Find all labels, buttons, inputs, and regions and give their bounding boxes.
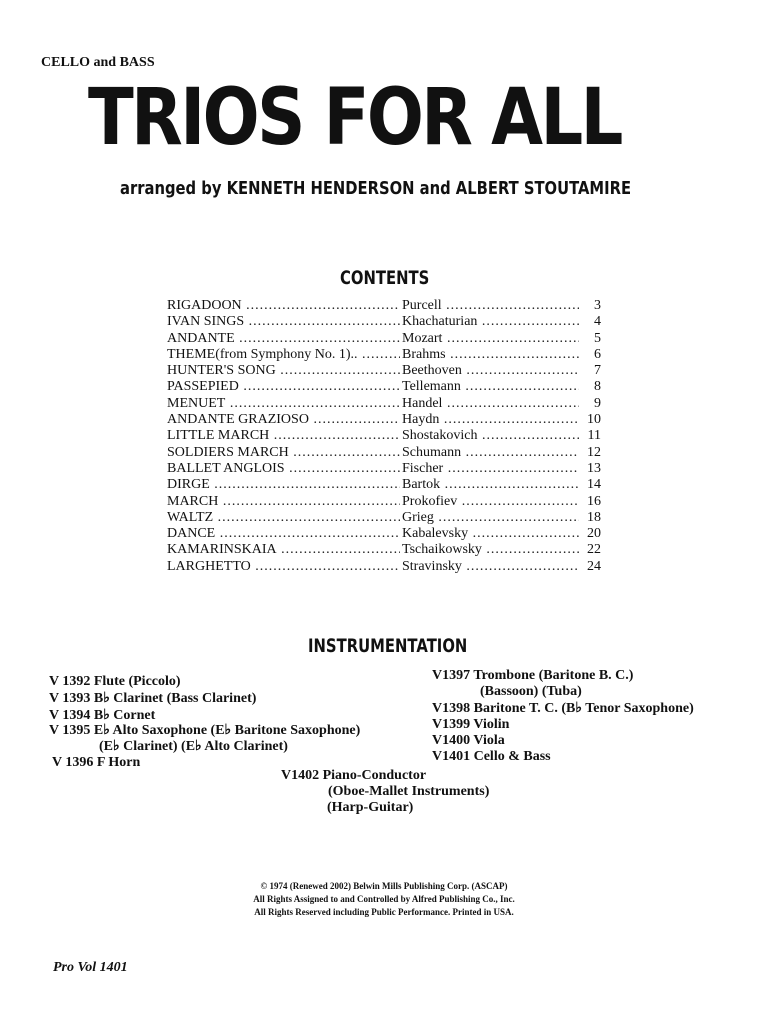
contents-title: ANDANTE GRAZIOSO ..... [167,412,400,428]
contents-row [165,331,605,347]
contents-page: 3 [579,298,601,314]
contents-page: 7 [579,363,601,379]
contents-composer: Beethoven ..... [402,363,586,379]
contents-row [165,542,605,558]
copyright-notice [0,880,768,919]
part-violin: V1399 Violin [432,717,510,732]
contents-composer: Prokofiev ..... [402,494,586,510]
part-cello-bass: V1401 Cello & Bass [432,749,551,764]
contents-row [165,396,605,412]
contents-composer: Handel ..... [402,396,586,412]
contents-row [165,559,605,575]
contents-page: 16 [579,494,601,510]
part-piano-conductor-alt-1: (Oboe-Mallet Instruments) [328,784,490,799]
contents-title: PASSEPIED ..... [167,379,400,395]
contents-title: WALTZ ..... [167,510,400,526]
part-flute: V 1392 Flute (Piccolo) [49,674,181,689]
contents-page: 10 [579,412,601,428]
part-piano-conductor: V1402 Piano-Conductor [281,768,427,783]
contents-composer: Tellemann ..... [402,379,586,395]
contents-composer: Bartok ..... [402,477,586,493]
contents-row [165,510,605,526]
contents-title: DANCE ..... [167,526,400,542]
contents-title: BALLET ANGLOIS ..... [167,461,400,477]
contents-page: 4 [579,314,601,330]
contents-page: 13 [579,461,601,477]
contents-title: DIRGE ..... [167,477,400,493]
contents-title: SOLDIERS MARCH ..... [167,445,400,461]
contents-composer: Haydn ..... [402,412,586,428]
contents-composer: Brahms ..... [402,347,586,363]
contents-page: 8 [579,379,601,395]
contents-page: 20 [579,526,601,542]
contents-title: MARCH ..... [167,494,400,510]
contents-page: 9 [579,396,601,412]
contents-row [165,445,605,461]
part-clarinet: V 1393 B♭ Clarinet (Bass Clarinet) [49,691,257,706]
contents-title: THEME(from Symphony No. 1).. ..... [167,347,400,363]
contents-row [165,347,605,363]
contents-heading: CONTENTS [340,267,430,289]
contents-title: HUNTER'S SONG ..... [167,363,400,379]
contents-composer: Stravinsky ..... [402,559,586,575]
contents-title: MENUET ..... [167,396,400,412]
contents-list [165,298,605,575]
part-alto-saxophone-alternates: (E♭ Clarinet) (E♭ Alto Clarinet) [99,739,288,754]
instrumentation-heading: INSTRUMENTATION [308,635,468,657]
contents-row [165,428,605,444]
part-horn: V 1396 F Horn [52,755,141,770]
part-alto-saxophone: V 1395 E♭ Alto Saxophone (E♭ Baritone Saxophone) [49,723,361,738]
contents-composer: Fischer ..... [402,461,586,477]
part-viola: V1400 Viola [432,733,505,748]
contents-composer: Kabalevsky ..... [402,526,586,542]
contents-page: 11 [579,428,601,444]
copyright-line: © 1974 (Renewed 2002) Belwin Mills Publishing Corp. (ASCAP) [260,881,508,891]
contents-row [165,379,605,395]
contents-composer: Shostakovich ..... [402,428,586,444]
contents-page: 18 [579,510,601,526]
contents-title: ANDANTE ..... [167,331,400,347]
contents-composer: Grieg ..... [402,510,586,526]
contents-title: LITTLE MARCH ..... [167,428,400,444]
part-piano-conductor-alt-2: (Harp-Guitar) [327,800,414,815]
contents-composer: Tschaikowsky ..... [402,542,586,558]
contents-row [165,494,605,510]
contents-composer: Mozart ..... [402,331,586,347]
contents-page: 22 [579,542,601,558]
part-trombone: V1397 Trombone (Baritone B. C.) [432,668,634,683]
contents-page: 14 [579,477,601,493]
contents-composer: Purcell ..... [402,298,586,314]
contents-title: IVAN SINGS ..... [167,314,400,330]
contents-title: LARGHETTO ..... [167,559,400,575]
contents-page: 12 [579,445,601,461]
contents-row [165,477,605,493]
contents-title: KAMARINSKAIA ..... [167,542,400,558]
copyright-line: All Rights Reserved including Public Performance. Printed in USA. [254,907,514,917]
contents-row [165,526,605,542]
contents-page: 24 [579,559,601,575]
catalog-number: Pro Vol 1401 [53,960,128,975]
contents-page: 6 [579,347,601,363]
contents-composer: Schumann ..... [402,445,586,461]
part-baritone-tc: V1398 Baritone T. C. (B♭ Tenor Saxophone) [432,701,694,716]
contents-row [165,363,605,379]
instrument-label: CELLO and BASS [41,55,155,70]
copyright-line: All Rights Assigned to and Controlled by Alfred Publishing Co., Inc. [253,894,515,904]
arranger-credit: arranged by KENNETH HENDERSON and ALBERT STOUTAMIRE [120,178,632,199]
contents-row [165,314,605,330]
contents-page: 5 [579,331,601,347]
page-title: TRIOS FOR ALL [88,73,621,163]
contents-row [165,298,605,314]
contents-row [165,412,605,428]
part-cornet: V 1394 B♭ Cornet [49,708,156,723]
contents-composer: Khachaturian ..... [402,314,586,330]
contents-title: RIGADOON ..... [167,298,400,314]
part-trombone-alternates: (Bassoon) (Tuba) [480,684,582,699]
contents-row [165,461,605,477]
